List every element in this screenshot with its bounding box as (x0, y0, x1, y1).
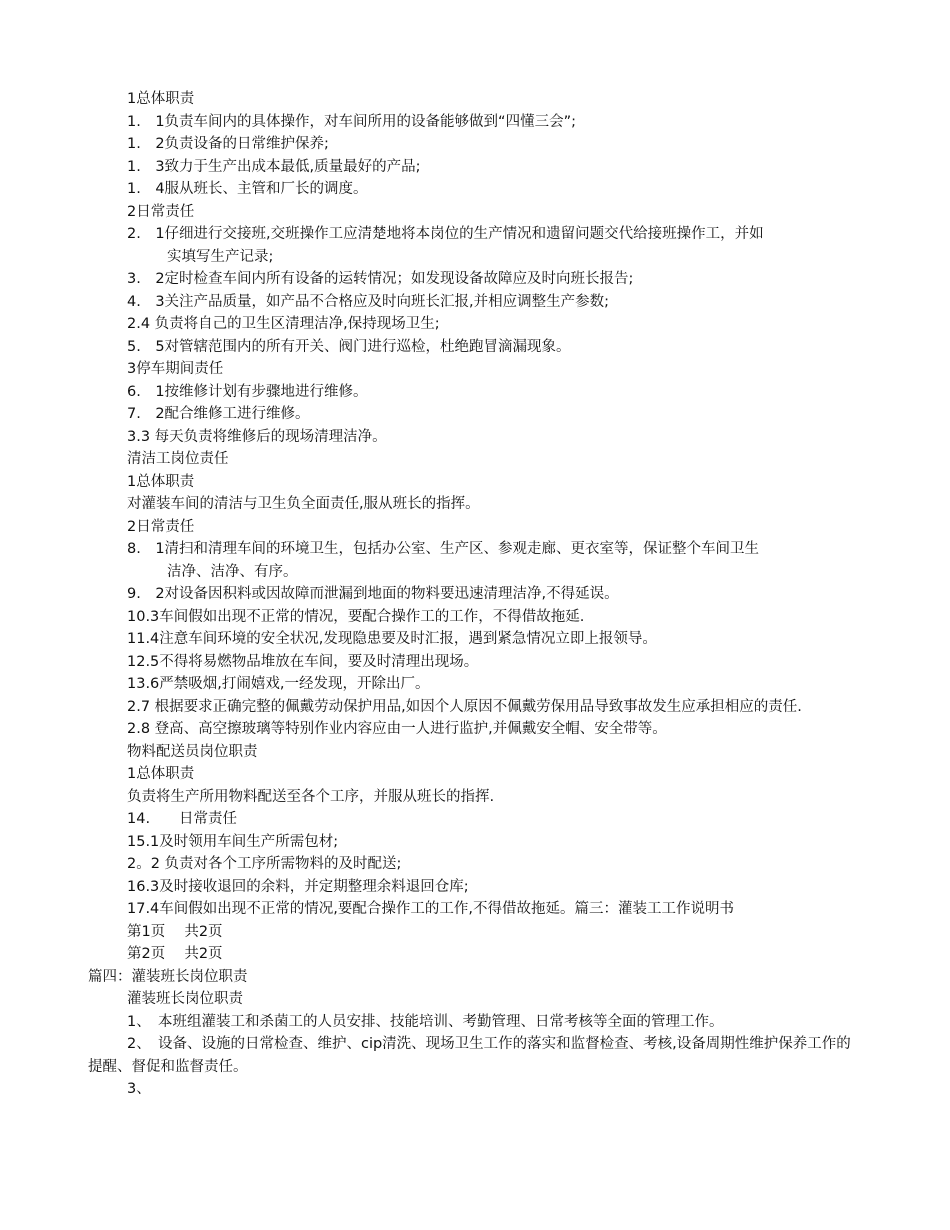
list-item (0, 223, 867, 268)
list-item-text: 8. 1清扫和清理车间的环境卫生，包括办公室、生产区、参观走廊、更衣室等，保证整个车间卫生 (127, 541, 760, 557)
list-item: 10.3车间假如出现不正常的情况，要配合操作工的工作，不得借故拖延. (127, 608, 585, 625)
paragraph: 对灌装车间的清洁与卫生负全面责任,服从班长的指挥。 (127, 496, 480, 512)
list-item: 3.3 每天负责将维修后的现场清理洁净。 (127, 428, 387, 445)
role-title: 清洁工岗位责任 (127, 451, 229, 467)
section-heading: 2日常责任 (127, 203, 195, 220)
list-item: 3、 (127, 1081, 151, 1097)
list-item: 2.4 负责将自己的卫生区清理洁净,保持现场卫生; (127, 316, 440, 332)
list-item: 1. 4服从班长、主管和厂长的调度。 (127, 181, 368, 197)
list-item: 9. 2对设备因积料或因故障而泄漏到地面的物料要迅速清理洁净,不得延误。 (127, 586, 619, 602)
list-item: 6. 1按维修计划有步骤地进行维修。 (127, 383, 368, 400)
list-item (0, 538, 867, 583)
page-number: 第1页 共2页 (127, 923, 223, 940)
role-title: 灌装班长岗位职责 (127, 991, 243, 1007)
section-heading: 1总体职责 (127, 766, 195, 782)
section-heading: 1总体职责 (127, 473, 195, 490)
section-heading: 14. 日常责任 (127, 811, 238, 827)
list-item: 1. 2负责设备的日常维护保养; (127, 136, 329, 152)
section-heading: 3停车期间责任 (127, 361, 224, 377)
list-item: 1. 3致力于生产出成本最低,质量最好的产品; (127, 158, 421, 175)
paragraph: 2、 设备、设施的日常检查、维护、cip清洗、现场卫生工作的落实和监督检查、考核,设备周期性维护保养工作的提醒、督促和监督责任。 (88, 1036, 851, 1075)
paragraph: 2.8 登高、高空擦玻璃等特别作业内容应由一人进行监护,并佩戴安全帽、安全带等。 (127, 721, 667, 737)
list-item: 16.3及时接收退回的余料，并定期整理余料退回仓库; (127, 878, 469, 895)
list-item-continuation: 实填写生产记录; (167, 248, 274, 265)
section-heading: 2日常责任 (127, 518, 195, 535)
list-item: 7. 2配合维修工进行维修。 (127, 406, 310, 422)
list-item: 13.6严禁吸烟,打闹嬉戏,一经发现，开除出厂。 (127, 676, 430, 692)
list-item: 17.4车间假如出现不正常的情况,要配合操作工的工作,不得借故拖延。篇三：灌装工工作说明书 (127, 901, 734, 917)
list-item: 5. 5对管辖范围内的所有开关、阀门进行巡检，杜绝跑冒滴漏现象。 (127, 338, 571, 355)
list-item: 1. 1负责车间内的具体操作，对车间所用的设备能够做到“四懂三会”; (127, 113, 576, 130)
list-item-text: 2. 1仔细进行交接班,交班操作工应清楚地将本岗位的生产情况和遗留问题交代给接班操作工，并如 (127, 226, 764, 242)
paragraph: 2.7 根据要求正确完整的佩戴劳动保护用品,如因个人原因不佩戴劳保用品导致事故发生应承担相应的责任. (127, 698, 802, 715)
list-item: 11.4注意车间环境的安全状况,发现隐患要及时汇报，遇到紧急情况立即上报领导。 (127, 631, 657, 647)
list-item-continuation: 洁净、洁净、有序。 (167, 563, 298, 580)
page-number: 第2页 共2页 (127, 946, 223, 962)
role-title: 物料配送员岗位职责 (127, 743, 258, 760)
list-item: 3. 2定时检查车间内所有设备的运转情况；如发现设备故障应及时向班长报告; (127, 271, 634, 287)
document-page (0, 88, 950, 1101)
list-item: 15.1及时领用车间生产所需包材; (127, 833, 339, 850)
chapter-title: 篇四：灌装班长岗位职责 (88, 968, 248, 985)
list-item: 1、 本班组灌装工和杀菌工的人员安排、技能培训、考勤管理、日常考核等全面的管理工作。 (127, 1013, 724, 1030)
paragraph: 负责将生产所用物料配送至各个工序，并服从班长的指挥. (127, 788, 495, 805)
section-heading: 1总体职责 (127, 91, 195, 107)
list-item: 2。2 负责对各个工序所需物料的及时配送; (127, 856, 402, 872)
list-item: 12.5不得将易燃物品堆放在车间，要及时清理出现场。 (127, 653, 479, 670)
list-item: 4. 3关注产品质量，如产品不合格应及时向班长汇报,并相应调整生产参数; (127, 293, 610, 310)
